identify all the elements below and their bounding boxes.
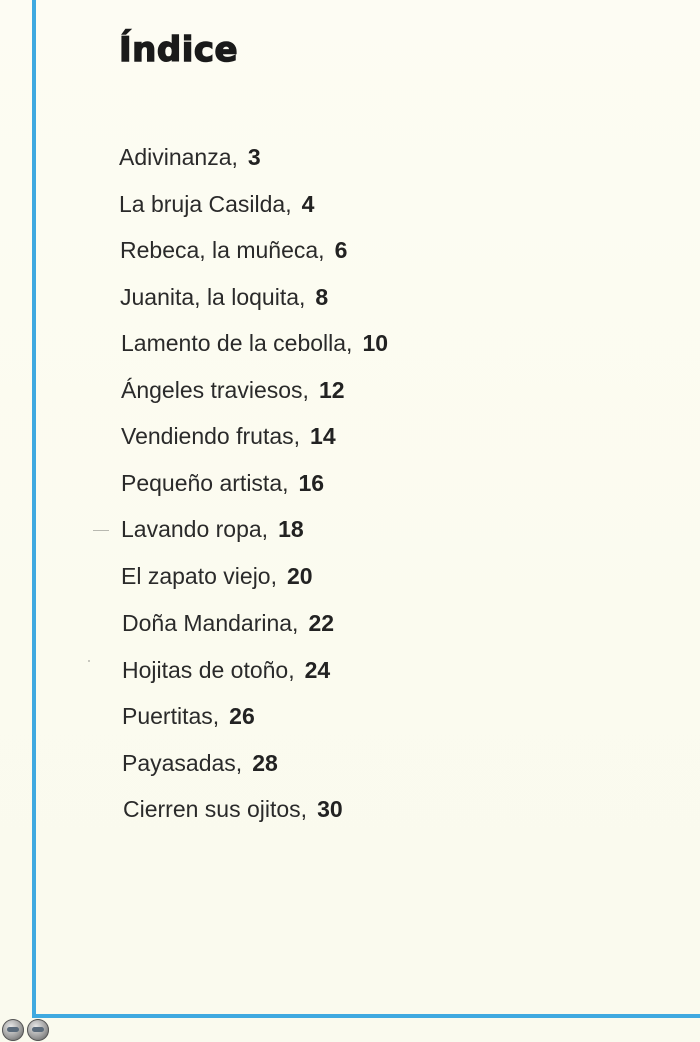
toc-entry-title: Pequeño artista, <box>121 470 289 496</box>
toc-entry-title: Juanita, la loquita, <box>120 284 306 310</box>
toc-entry-title: Puertitas, <box>122 703 220 729</box>
toc-entry <box>122 656 330 684</box>
toc-entry <box>122 702 255 730</box>
toc-entry-page: 8 <box>315 284 329 310</box>
toc-entry-title: Cierren sus ojitos, <box>123 796 308 822</box>
scan-mark <box>93 530 109 531</box>
toc-entry <box>123 795 343 823</box>
toc-entry-title: Hojitas de otoño, <box>122 657 295 683</box>
toc-entry-page: 3 <box>247 144 261 170</box>
toc-entry-page: 16 <box>298 470 325 496</box>
toc-entry-title: Lamento de la cebolla, <box>121 330 353 356</box>
toc-entry <box>121 515 304 543</box>
toc-entry-page: 6 <box>334 237 348 263</box>
left-border-line <box>32 0 36 1018</box>
toc-entry-title: Lavando ropa, <box>121 516 269 542</box>
toc-entry-page: 20 <box>286 563 313 589</box>
toc-entry <box>122 609 334 637</box>
toc-entry-page: 22 <box>308 610 335 636</box>
toc-entry-title: Ángeles traviesos, <box>121 377 309 403</box>
toc-entry <box>119 143 261 171</box>
toc-entry <box>120 236 347 264</box>
toc-entry-page: 26 <box>229 703 255 729</box>
toc-entry <box>121 469 324 497</box>
toc-entry <box>120 283 328 311</box>
toc-entry-title: La bruja Casilda, <box>119 191 292 217</box>
bottom-border-line <box>32 1014 700 1018</box>
toc-entry <box>121 329 388 357</box>
scan-dot <box>88 660 90 662</box>
toc-entry-title: Adivinanza, <box>119 144 238 170</box>
toc-entry-title: Payasadas, <box>122 750 243 776</box>
toc-entry-title: Vendiendo frutas, <box>121 423 301 449</box>
toc-entry <box>119 190 314 218</box>
page-title: Índice <box>119 30 239 70</box>
toc-entry-page: 18 <box>278 516 304 542</box>
toc-entry-page: 30 <box>317 796 343 822</box>
toc-entry <box>121 422 336 450</box>
toc-entry-page: 28 <box>252 750 278 776</box>
toc-entry-page: 12 <box>318 377 345 403</box>
toc-entry <box>121 562 313 590</box>
toc-entry-page: 10 <box>362 330 389 356</box>
toc-entry-page: 14 <box>310 423 336 449</box>
circle-badge-icon <box>2 1019 24 1041</box>
toc-entry <box>122 749 278 777</box>
toc-entry-page: 4 <box>301 191 315 217</box>
toc-entry-title: Doña Mandarina, <box>122 610 299 636</box>
toc-entry-title: Rebeca, la muñeca, <box>120 237 325 263</box>
circle-badge-icon <box>27 1019 49 1041</box>
toc-entry-title: El zapato viejo, <box>121 563 277 589</box>
toc-entry-page: 24 <box>304 657 331 683</box>
toc-entry <box>121 376 345 404</box>
